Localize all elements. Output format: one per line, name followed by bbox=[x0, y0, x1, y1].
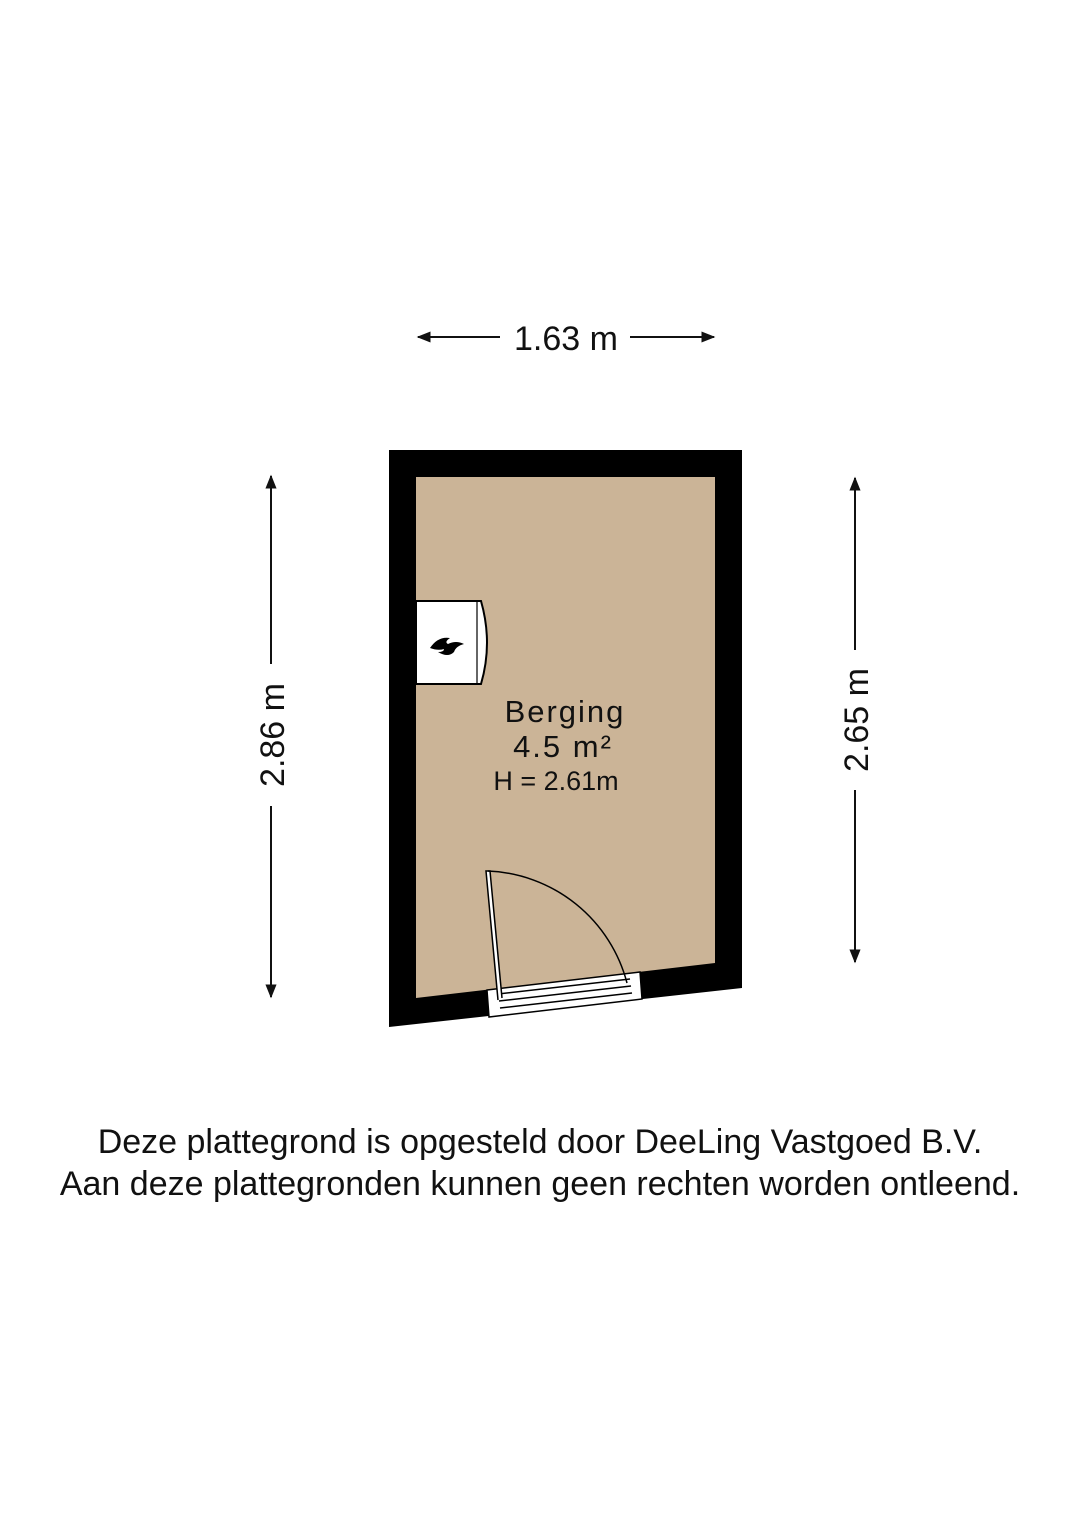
disclaimer-line-2: Aan deze plattegronden kunnen geen rechten worden ontleend. bbox=[59, 1165, 1021, 1203]
boiler bbox=[416, 601, 487, 684]
width-label: 1.63 m bbox=[514, 320, 618, 358]
width-dimension bbox=[418, 320, 714, 358]
room-ceiling-height: H = 2.61m bbox=[493, 766, 619, 796]
disclaimer-line-1: Deze plattegrond is opgesteld door DeeLing Vastgoed B.V. bbox=[97, 1123, 983, 1161]
right-height-dimension bbox=[838, 478, 876, 962]
left-height-label: 2.86 m bbox=[254, 683, 292, 787]
right-height-label: 2.65 m bbox=[838, 668, 876, 772]
room-name: Berging bbox=[504, 694, 626, 729]
room-area: 4.5 m² bbox=[513, 729, 613, 764]
left-height-dimension bbox=[254, 476, 292, 997]
